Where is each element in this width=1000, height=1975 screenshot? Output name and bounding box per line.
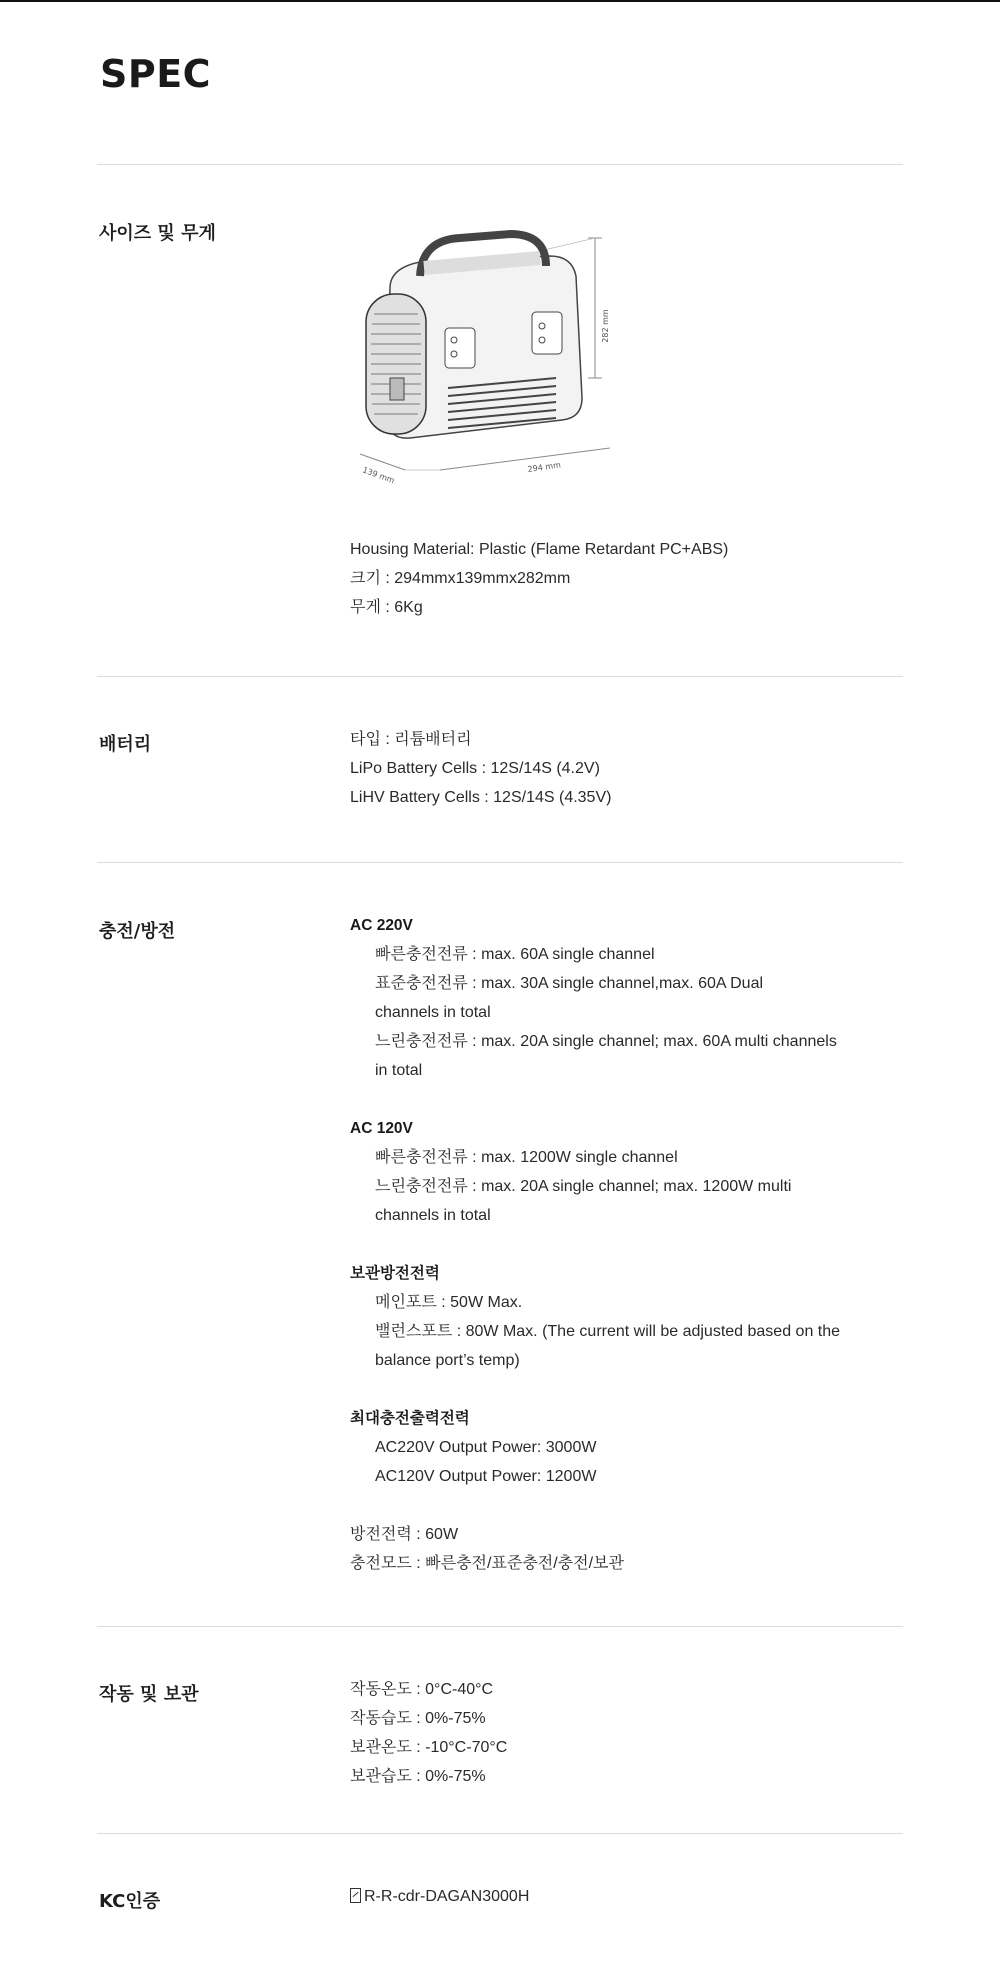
top-border [0, 0, 1000, 2]
spec-line: 느린충전전류 : max. 20A single channel; max. 1200W multi [375, 1178, 792, 1195]
spec-line: in total [375, 1062, 423, 1079]
spec-line: LiPo Battery Cells : 12S/14S (4.2V) [350, 760, 600, 777]
divider [97, 1833, 903, 1834]
spec-line: 느린충전전류 : max. 20A single channel; max. 60A multi channels [375, 1033, 837, 1050]
section-title-size: 사이즈 및 무게 [99, 223, 216, 244]
width-dimension-label: 294 mm [527, 460, 562, 474]
spec-line: 빠른충전전류 : max. 60A single channel [375, 946, 655, 963]
kc-mark-icon [350, 1888, 361, 1903]
divider [97, 862, 903, 863]
spec-line: 보관습도 : 0%-75% [350, 1768, 486, 1785]
spec-line: 보관온도 : -10°C-70°C [350, 1739, 508, 1756]
spec-line: 밸런스포트 : 80W Max. (The current will be adjusted based on the [375, 1323, 841, 1340]
spec-line: balance port’s temp) [375, 1352, 520, 1369]
spec-line: Housing Material: Plastic (Flame Retardant PC+ABS) [350, 541, 729, 558]
spec-line: channels in total [375, 1207, 491, 1224]
spec-line: 작동온도 : 0°C-40°C [350, 1681, 494, 1698]
kc-specs [350, 1882, 910, 1911]
charge-specs [350, 911, 910, 1578]
spec-line: 작동습도 : 0%-75% [350, 1710, 486, 1727]
spec-line: 빠른충전전류 : max. 1200W single channel [375, 1149, 678, 1166]
ac120-heading: AC 120V [350, 1120, 413, 1137]
max-output-heading: 최대충전출력전력 [350, 1410, 470, 1427]
spec-line: LiHV Battery Cells : 12S/14S (4.35V) [350, 789, 612, 806]
section-title-charge: 충전/방전 [99, 921, 176, 942]
divider [97, 676, 903, 677]
section-title-battery: 배터리 [99, 734, 152, 755]
spec-line: AC120V Output Power: 1200W [375, 1468, 597, 1485]
spec-line: AC220V Output Power: 3000W [375, 1439, 597, 1456]
storage-discharge-heading: 보관방전전력 [350, 1265, 440, 1282]
section-title-operation: 작동 및 보관 [99, 1684, 199, 1705]
kc-certification-line [350, 1882, 910, 1911]
height-dimension-label: 282 mm [601, 309, 610, 343]
page-title: SPEC [100, 52, 212, 96]
product-dimension-illustration [350, 228, 630, 490]
battery-specs [350, 725, 910, 812]
spec-line: 타입 : 리튬배터리 [350, 731, 472, 748]
spec-line: 충전모드 : 빠른충전/표준충전/충전/보관 [350, 1555, 624, 1572]
spec-line: 무게 : 6Kg [350, 599, 423, 616]
spec-line: 메인포트 : 50W Max. [375, 1294, 523, 1311]
divider [97, 164, 903, 165]
section-title-kc: KC인증 [99, 1891, 161, 1912]
operation-specs [350, 1675, 910, 1791]
divider [97, 1626, 903, 1627]
ac220-heading: AC 220V [350, 917, 413, 934]
spec-line: channels in total [375, 1004, 491, 1021]
spec-line: 표준충전전류 : max. 30A single channel,max. 60A Dual [375, 975, 764, 992]
size-specs [350, 535, 910, 622]
kc-certification-number: R-R-cdr-DAGAN3000H [364, 1888, 530, 1905]
spec-line: 방전전력 : 60W [350, 1526, 459, 1543]
depth-dimension-label: 139 mm [361, 465, 396, 486]
spec-line: 크기 : 294mmx139mmx282mm [350, 570, 571, 587]
